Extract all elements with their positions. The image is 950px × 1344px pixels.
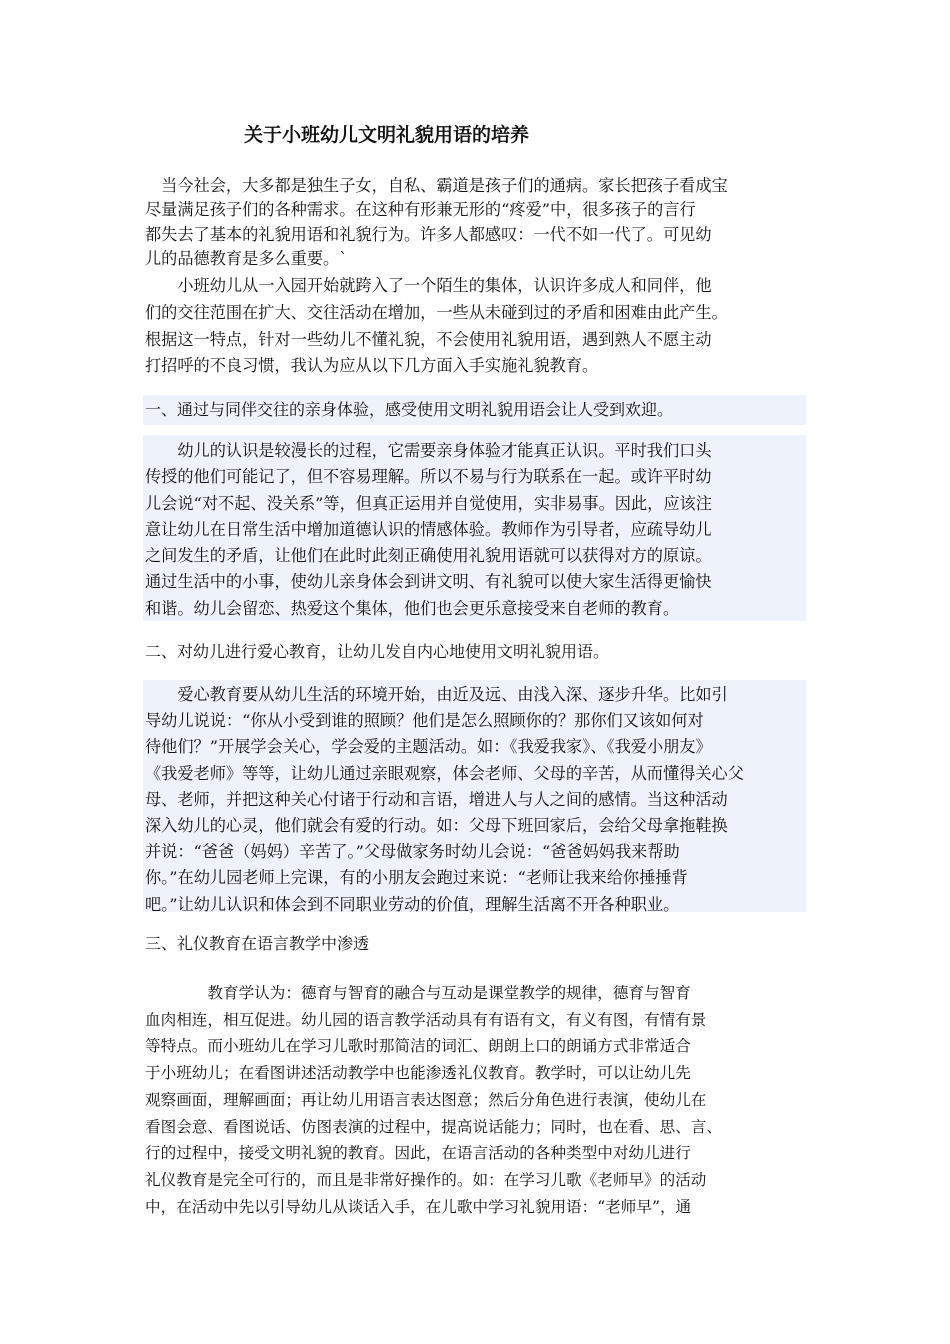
text-line: 都失去了基本的礼貌用语和礼貌行为。许多人都感叹：一代不如一代了。可见幼 — [145, 224, 712, 244]
text-line: 于小班幼儿；在看图讲述活动教学中也能渗透礼仪教育。教学时，可以让幼儿先 — [145, 1064, 691, 1083]
section-3-paragraph — [145, 980, 810, 1220]
intro-paragraph — [145, 174, 810, 271]
text-line: 当今社会，大多都是独生子女，自私、霸道是孩子们的通病。家长把孩子看成宝 — [145, 176, 728, 195]
text-line: 传授的他们可能记了，但不容易理解。所以不易与行为联系在一起。或许平时幼 — [145, 467, 712, 487]
text-line: 并说：“爸爸（妈妈）辛苦了。”父母做家务时幼儿会说：“爸爸妈妈我来帮助 — [145, 842, 680, 862]
text-line: 小班幼儿从一入园开始就跨入了一个陌生的集体，认识许多成人和同伴，他 — [145, 276, 712, 295]
text-line: 《我爱老师》等等，让幼儿通过亲眼观察，体会老师、父母的辛苦，从而懂得关心父 — [145, 763, 744, 783]
text-line: 尽量满足孩子们的各种需求。在这种有形兼无形的“疼爱”中，很多孩子的言行 — [145, 200, 696, 220]
text-line: 导幼儿说说：“你从小受到谁的照顾？他们是怎么照顾你的？那你们又该如何对 — [145, 711, 704, 731]
section-heading-1: 一、通过与同伴交往的亲身体验，感受使用文明礼貌用语会让人受到欢迎。 — [145, 400, 674, 419]
text-line: 血肉相连，相互促进。幼儿园的语言教学活动具有有语有文，有义有图，有情有景 — [145, 1010, 707, 1029]
text-line: 之间发生的矛盾，让他们在此时此刻正确使用礼貌用语就可以获得对方的原谅。 — [145, 546, 712, 566]
document-title: 关于小班幼儿文明礼貌用语的培养 — [244, 124, 530, 146]
text-line: 儿的品德教育是多么重要。` — [145, 248, 348, 268]
text-line: 等特点。而小班幼儿在学习儿歌时那简洁的词汇、朗朗上口的朗诵方式非常适合 — [145, 1037, 691, 1056]
text-line: 观察画面，理解画面；再让幼儿用语言表达图意；然后分角色进行表演，使幼儿在 — [145, 1090, 707, 1109]
text-line: 吧。”让幼儿认识和体会到不同职业劳动的价值，理解生活离不开各种职业。 — [145, 894, 680, 914]
section-heading-3: 三、礼仪教育在语言教学中渗透 — [145, 934, 370, 953]
text-line: 儿会说“对不起、没关系”等，但真正运用并自觉使用，实非易事。因此，应该注 — [145, 493, 712, 513]
section-2-paragraph — [145, 682, 810, 918]
text-line: 礼仪教育是完全可行的，而且是非常好操作的。如：在学习儿歌《老师早》的活动 — [145, 1170, 707, 1189]
text-line: 教育学认为：德育与智育的融合与互动是课堂教学的规律，德育与智育 — [145, 984, 691, 1002]
text-line: 看图会意、看图说话、仿图表演的过程中，提高说话能力；同时，也在看、思、言、 — [145, 1117, 722, 1136]
text-line: 深入幼儿的心灵，他们就会有爱的行动。如：父母下班回家后，会给父母拿拖鞋换 — [145, 816, 728, 836]
text-line: 行的过程中，接受文明礼貌的教育。因此，在语言活动的各种类型中对幼儿进行 — [145, 1144, 691, 1163]
intro-paragraph-2 — [145, 273, 810, 380]
text-line: 和谐。幼儿会留恋、热爱这个集体，他们也会更乐意接受来自老师的教育。 — [145, 598, 680, 618]
text-line: 们的交往范围在扩大、交往活动在增加，一些从未碰到过的矛盾和困难由此产生。 — [145, 302, 728, 322]
text-line: 中，在活动中先以引导幼儿从谈话入手，在儿歌中学习礼貌用语：“老师早”，通 — [145, 1197, 692, 1216]
section-1-paragraph — [145, 438, 810, 622]
text-line: 你。”在幼儿园老师上完课，有的小朋友会跑过来说：“老师让我来给你捶捶背 — [145, 868, 688, 888]
text-line: 打招呼的不良习惯，我认为应从以下几方面入手实施礼貌教育。 — [145, 356, 599, 376]
text-line: 爱心教育要从幼儿生活的环境开始，由近及远、由浅入深、逐步升华。比如引 — [145, 685, 728, 704]
text-line: 待他们？”开展学会关心，学会爱的主题活动。如：《我爱我家》、《我爱小朋友》 — [145, 737, 712, 757]
section-heading-2: 二、对幼儿进行爱心教育，让幼儿发自内心地使用文明礼貌用语。 — [145, 642, 610, 661]
text-line: 根据这一特点，针对一些幼儿不懂礼貌，不会使用礼貌用语，遇到熟人不愿主动 — [145, 329, 712, 349]
text-line: 通过生活中的小事，使幼儿亲身体会到讲文明、有礼貌可以使大家生活得更愉快 — [145, 572, 712, 592]
text-line: 母、老师，并把这种关心付诸于行动和言语，增进人与人之间的感情。当这种活动 — [145, 789, 728, 809]
text-line: 意让幼儿在日常生活中增加道德认识的情感体验。教师作为引导者，应疏导幼儿 — [145, 519, 712, 539]
text-line: 幼儿的认识是较漫长的过程，它需要亲身体验才能真正认识。平时我们口头 — [145, 441, 712, 460]
